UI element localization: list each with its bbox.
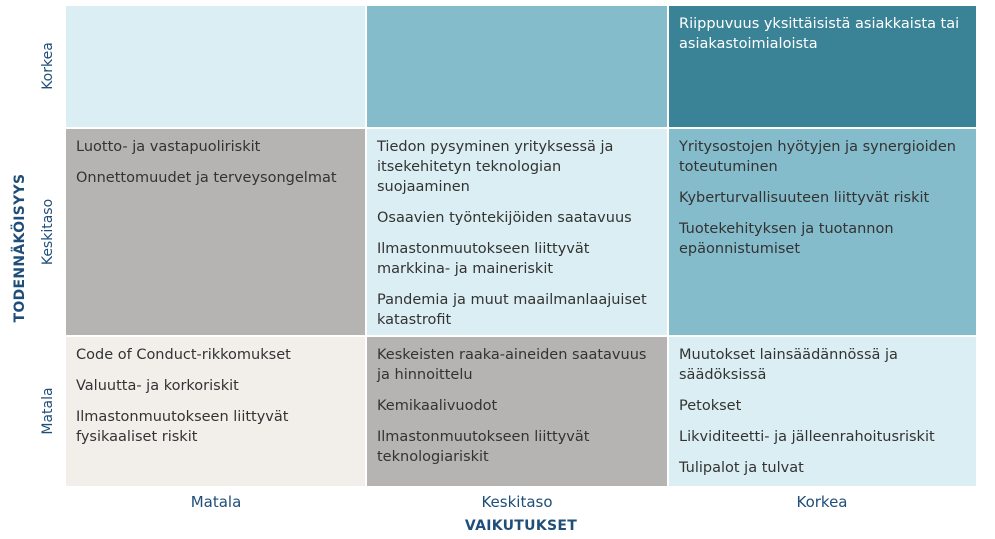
risk-item: Tiedon pysyminen yrityksessä ja itsekehitetyn teknologian suojaaminen xyxy=(377,139,614,195)
risk-item: Tulipalot ja tulvat xyxy=(679,460,804,476)
cell-high-probability-medium-impact xyxy=(367,6,667,127)
risk-item: Osaavien työntekijöiden saatavuus xyxy=(377,210,632,226)
cell-high-probability-low-impact xyxy=(66,6,365,127)
cell-medium-probability-low-impact xyxy=(66,129,365,335)
cell-medium-probability-medium-impact xyxy=(367,129,667,335)
x-axis-title: VAIKUTUKSET xyxy=(464,518,578,534)
risk-item: Kemikaalivuodot xyxy=(377,398,498,414)
column-label-high: Korkea xyxy=(796,493,848,511)
cell-low-probability-medium-impact xyxy=(367,337,667,486)
risk-item: Code of Conduct-rikkomukset xyxy=(76,347,291,363)
risk-item: Riippuvuus yksittäisistä asiakkaista tai asiakastoimialoista xyxy=(679,16,960,52)
risk-item: Onnettomuudet ja terveysongelmat xyxy=(76,170,337,186)
risk-item: Valuutta- ja korkoriskit xyxy=(76,378,239,394)
cell-low-probability-high-impact xyxy=(669,337,976,486)
risk-item: Luotto- ja vastapuoliriskit xyxy=(76,139,261,155)
cell-low-probability-low-impact xyxy=(66,337,365,486)
risk-item: Ilmastonmuutokseen liittyvät fysikaaliset riskit xyxy=(76,409,289,445)
risk-item: Muutokset lainsäädännössä ja säädöksissä xyxy=(679,347,898,383)
risk-item: Pandemia ja muut maailmanlaajuiset katastrofit xyxy=(377,292,647,328)
cell-medium-probability-high-impact xyxy=(669,129,976,335)
risk-item: Ilmastonmuutokseen liittyvät teknologiariskit xyxy=(377,429,590,465)
column-label-low: Matala xyxy=(190,493,242,511)
risk-item: Yritysostojen hyötyjen ja synergioiden toteutuminen xyxy=(679,139,956,175)
risk-item: Petokset xyxy=(679,398,742,414)
risk-item: Ilmastonmuutokseen liittyvät markkina- ja maineriskit xyxy=(377,241,590,277)
risk-item: Likviditeetti- ja jälleenrahoitusriskit xyxy=(679,429,935,445)
risk-item: Tuotekehityksen ja tuotannon epäonnistumiset xyxy=(679,221,894,257)
column-label-medium: Keskitaso xyxy=(481,493,553,511)
cell-high-probability-high-impact xyxy=(669,6,976,127)
risk-item: Keskeisten raaka-aineiden saatavuus ja hinnoittelu xyxy=(377,347,647,383)
risk-item: Kyberturvallisuuteen liittyvät riskit xyxy=(679,190,930,206)
